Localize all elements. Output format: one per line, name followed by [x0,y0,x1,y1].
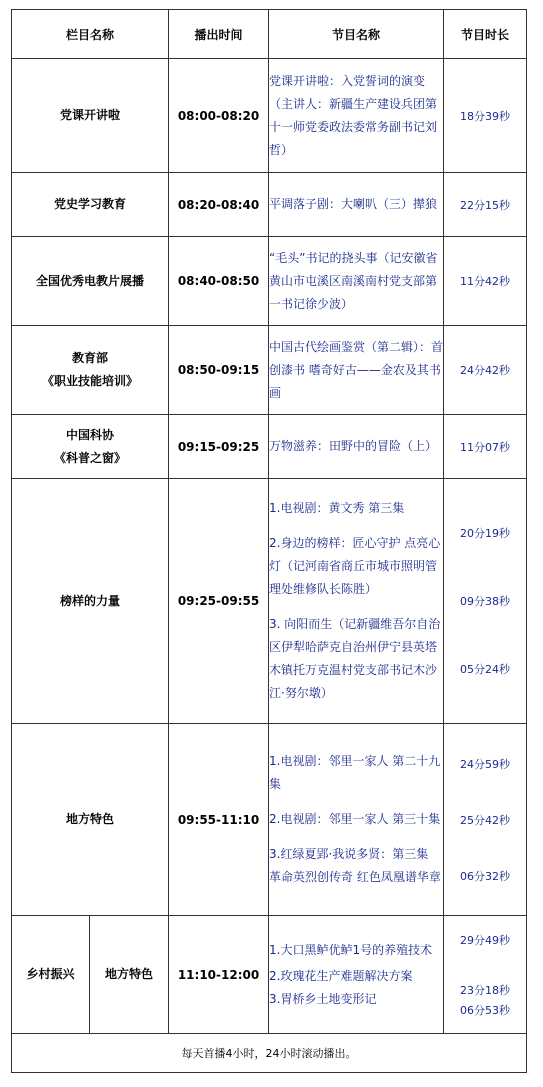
column-name: 地方特色 [12,724,169,916]
header-duration: 节目时长 [444,10,527,59]
header-program-name: 节目名称 [269,10,444,59]
footer-note: 每天首播4小时，24小时滚动播出。 [12,1034,527,1073]
table-row [12,326,527,415]
duration-item: 06分53秒 [460,1003,511,1017]
program-name: 万物滋养：田野中的冒险（上） [269,415,444,479]
program-item: 1.大口黑鲈优鲈1号的养殖技术 [269,942,433,957]
table-row [12,916,527,1034]
air-time: 09:15-09:25 [169,415,269,479]
duration: 11分42秒 [444,237,527,326]
duration: 11分07秒 [444,415,527,479]
column-name-line1: 教育部 [72,351,109,365]
program-name: 平调落子剧：大喇叭（三）撵狼 [269,173,444,237]
table-row [12,59,527,173]
table-row [12,724,527,916]
program-list [269,724,444,916]
air-time: 11:10-12:00 [169,916,269,1034]
air-time: 08:40-08:50 [169,237,269,326]
duration-item: 09分38秒 [460,595,511,608]
program-name: 党课开讲啦：入党誓词的演变（主讲人：新疆生产建设兵团第十一师党委政法委常务副书记刘哲） [269,59,444,173]
air-time: 08:50-09:15 [169,326,269,415]
header-column-name: 栏目名称 [12,10,169,59]
duration: 24分42秒 [444,326,527,415]
duration-item: 29分49秒 [460,933,511,947]
program-name: “毛头”书记的挠头事（记安徽省黄山市屯溪区南溪南村党支部第一书记徐少波） [269,237,444,326]
column-name [12,415,169,479]
duration-item: 20分19秒 [460,527,511,540]
program-item: 2.电视剧：邻里一家人 第三十集 [269,812,441,826]
program-list [269,479,444,724]
duration-item: 25分42秒 [460,813,511,827]
duration-item: 05分24秒 [460,663,511,676]
duration-item: 24分59秒 [460,757,511,771]
table-row [12,479,527,724]
column-name: 全国优秀电教片展播 [12,237,169,326]
program-list [269,916,444,1034]
table-row [12,173,527,237]
duration-item: 06分32秒 [460,869,511,883]
duration-list [444,724,527,916]
column-name: 党史学习教育 [12,173,169,237]
duration-list [444,916,527,1034]
air-time: 09:25-09:55 [169,479,269,724]
column-name-line1: 中国科协 [66,427,115,442]
program-item: 2.玫瑰花生产难题解决方案 [269,968,413,983]
duration-list [444,479,527,724]
air-time: 08:20-08:40 [169,173,269,237]
column-name: 党课开讲啦 [12,59,169,173]
footer-row [12,1034,527,1073]
header-air-time: 播出时间 [169,10,269,59]
column-name [12,326,169,415]
program-item: 1.电视剧：黄文秀 第三集 [269,501,405,515]
sub-column-name: 地方特色 [90,916,169,1034]
column-name-line2: 《科普之窗》 [54,450,127,465]
program-item: 3.红绿夏郢·我说多贤：第三集 革命英烈创传奇 红色凤凰谱华章 [269,847,441,884]
air-time: 09:55-11:10 [169,724,269,916]
program-item: 3.胃桥乡土地变形记 [269,991,377,1006]
column-name: 乡村振兴 [12,916,90,1034]
program-name: 中国古代绘画鉴赏（第二辑）：首创漆书 嗜奇好古——金农及其书画 [269,326,444,415]
duration: 18分39秒 [444,59,527,173]
column-name: 榜样的力量 [12,479,169,724]
program-item: 3. 向阳而生（记新疆维吾尔自治区伊犁哈萨克自治州伊宁县英塔木镇托万克温村党支部书记木沙江·努尔墩） [269,617,441,700]
duration-item: 23分18秒 [460,983,511,997]
program-item: 1.电视剧：邻里一家人 第二十九集 [269,754,441,791]
table-row [12,237,527,326]
header-row [12,10,527,59]
duration: 22分15秒 [444,173,527,237]
program-item: 2.身边的榜样：匠心守护 点亮心灯（记河南省商丘市城市照明管理处维修队长陈胜） [269,536,441,596]
table-row [12,415,527,479]
column-name-line2: 《职业技能培训》 [42,374,139,388]
air-time: 08:00-08:20 [169,59,269,173]
schedule-table [11,9,527,1073]
